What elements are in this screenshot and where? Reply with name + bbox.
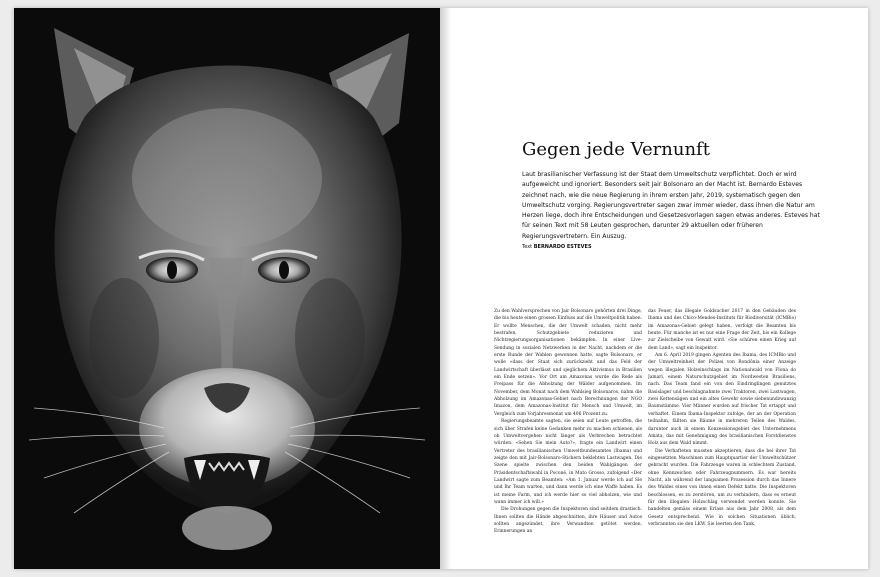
body-column-2 [648, 308, 796, 560]
article-page [456, 8, 868, 569]
column2-paragraph-2: Am 6. April 2019 gingen Agenten des Ibama, des ICMBio und der Umweltreinheit der Polizei von Rondônia einer Anzeige wegen illegalen Holzeinschlags im Nationalwald von Flona do Jamari, einem Naturschutzgebiet im Nordwesten Brasiliens, nach. Das Team fand ein von den Eindringlingen genutztes Basislager und beschlagnahmte zwei Traktoren, zwei Lastwagen, zwei Kettensägen und ein altes Gewehr sowie siebenundzwanzig Baumstämme. Vier Männer wurden auf frischer Tat ertappt und verhaftet. Einem Ibama-Inspektor zufolge, der an der Operation teilnahm, fällten sie Bäume in mehreren Teilen des Waldes, darunter auch in einem Konzessionsgebiet des Unternehmens Amata, das mit Genehmigung des brasilianischen Forstdienstes Holz aus dem Wald nimmt. [648, 353, 796, 447]
column1-paragraph-1: Zu den Wahlversprechen von Jair Bolsonaro gehörten drei Dinge, die bis heute einen grossen Einfluss auf die Umweltpolitik haben. Er wollte Menschen, die der Umwelt schaden, nicht mehr bestrafen, Schutzgebiete reduzieren und Nichtregierungsorganisationen bekämpfen. In einer Live-Sendung in sozialen Netzwerken in der Nacht, nachdem er die erste Runde der Wahlen gewonnen hatte, sagte Bolsonaro, er wolle «dass der Staat sich zurückzieht und das Feld der Landwirtschaft überlässt und sjeglichem Aktivismus in Brasilien ein Ende setzen». Vor Ort am Amazonas wurde die Rede als Freipass für die Abholzung der Wälder aufgenommen. Im November, dem Monat nach dem Wahlsieg Bolsonaros, nahm die Abholzung im Amazonas-Gebiet nach Berechnungen der NGO Imazon, dem Amazonas-Institut für Mensch und Umwelt, im Vergleich zum Vorjahresmonat um 406 Prozent zu. [494, 309, 642, 417]
article-title: Gegen jede Vernunft [522, 139, 710, 160]
magazine-spread [14, 8, 868, 569]
column2-paragraph-1: das Feuer, das illegale Goldsucher 2017 in den Gebäuden des Ibama und des Chico-Mendes-Instituts für Biodiversität (ICMBio) im Amazonas-Gebiet gelegt haben, verfolgt die Beamten bis heute. Für manche ist es nur eine Frage der Zeit, bis ein Kollege zur Zielscheibe von Gewalt wird. «Sie schüren einen Krieg auf dem Land», sagt ein Inspektor. [648, 309, 796, 351]
column1-paragraph-3: Die Drohungen gegen die Inspektoren sind seitdem drastisch. Ihnen sollten die Hände abgeschnitten, ihre Häuser und Autos sollten angezündet, ihre Verwandten getötet werden. Erinnerungen an [494, 507, 642, 535]
puma-illustration [14, 8, 440, 569]
body-column-1 [494, 308, 642, 560]
column1-paragraph-2: Regierungsbeamte sagten, sie seien auf Leute getroffen, die sich über Strafen keine Gedanken mehr zu machen schienen, als ob Umweltvergehen nicht länger als Verbrechen betrachtet würden. «Sehen Sie mein Auto?», fragte ein Landwirt einen Vertreter des brasilianischen Umweltbundesamtes (Ibama) und zeigte den mit Jair-Bolsonaro-Stickern beklebten Lastwagen. Die Szene spielte zwischen den beiden Wahlgängen der Präsidentschaftswahl in Poconé, in Mato Grosso, zufolgend «Der Landwirt sagte zum Beamten: «Am 1. Januar werde ich auf Sie und Ihr Team warten, und dann werde ich eine Waffe haben. Es ist meine Farm, und ich werde hier so viel abholzen, wie und wann immer ich will.» [494, 419, 642, 505]
column2-paragraph-3: Die Verhafteten mussten akzeptieren, dass die bei ihrer Tat eingesetzten Maschinen zum Hauptquartier der Umweltschützer gebracht wurden. Die Fahrzeuge waren in schlechtem Zustand, ohne Kennzeichen oder Fahrzeugnummern. Es war bereits Nacht, als während der langsamen Prozession durch das Innere des Waldes eines von ihnen einen Defekt hatte. Die Inspektoren beschlossen, es zu zerstören, um zu verhindern, dass es erneut für den illegalen Holzschlag verwendet werden konnte. Sie handelten gemäss einem Erlass aus dem Jahr 2008, als dem Gesetz entsprechend. Wie in solchen Situationen üblich, verbrannten sie den LKW. Sie leerten den Tank, [648, 448, 796, 527]
spread-gutter [440, 8, 456, 569]
byline-author: BERNARDO ESTEVES [533, 244, 592, 250]
byline-prefix: Text [522, 244, 533, 250]
article-lead: Laut brasilianischer Verfassung ist der Staat dem Umweltschutz verpflichtet. Doch er wird aufgeweicht und ignoriert. Besonders seit Jair Bolsonaro an der Macht ist. Bernardo Esteves zeichnet nach, wie die neue Regierung in ihrem ersten Jahr, 2019, systematisch gegen den Umweltschutz vorging. Regierungsvertreter sagen zwar immer wieder, dass ihnen die Natur am Herzen liege, doch ihre Entscheidungen und Gesetzesvorlagen sagen etwas anderes. Esteves hat für seinen Text mit 58 Leuten gesprochen, darunter 29 aktuellen oder früheren Regierungsvertretern. Ein Auszug. [522, 171, 820, 240]
article-byline [522, 244, 592, 250]
puma-photo [14, 8, 440, 569]
